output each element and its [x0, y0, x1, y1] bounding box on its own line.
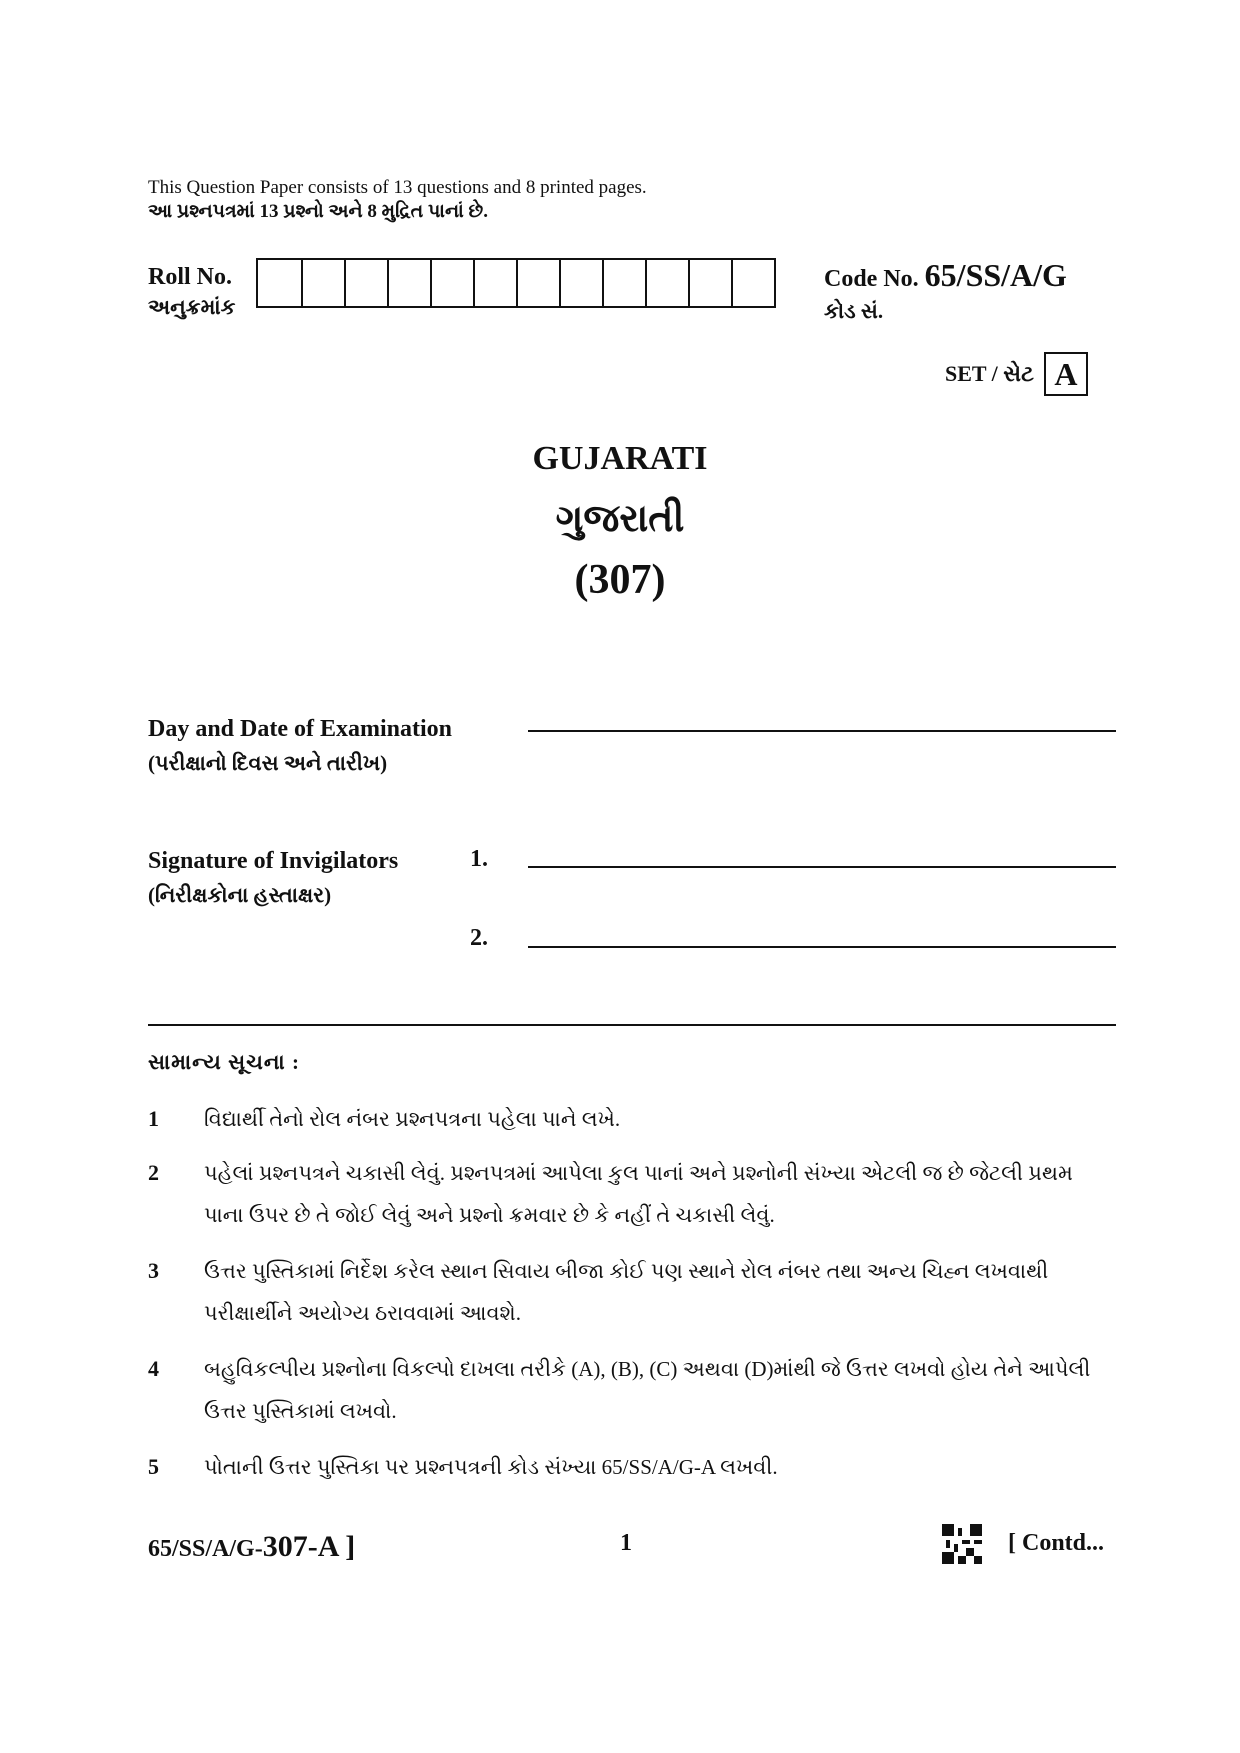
instruction-number: 2 — [148, 1160, 159, 1185]
roll-label-gu: અનુક્રમાંક — [148, 295, 236, 319]
instruction-text: ઉત્તર પુસ્તિકામાં નિર્દેશ કરેલ સ્થાન સિવાય બીજા કોઈ પણ સ્થાને રોલ નંબર તથા અન્ય ચિહ્ન લખવાથી પરીક્ષાર્થીને અયોગ્ય ઠરાવવામાં આવશે. — [204, 1259, 1049, 1325]
exam-date-label-gu: (પરીક્ષાનો દિવસ અને તારીખ) — [148, 751, 388, 775]
instruction-item — [148, 1152, 1116, 1236]
footer-code — [148, 1530, 355, 1564]
code-number — [824, 258, 1067, 326]
signature-number-1: 1. — [470, 846, 488, 872]
subject-code: (307) — [574, 557, 666, 603]
instruction-item — [148, 1446, 1116, 1488]
roll-label-en: Roll No. — [148, 264, 232, 290]
paper-info — [148, 176, 647, 224]
instruction-item — [148, 1250, 1116, 1334]
signature-number-2: 2. — [470, 925, 488, 951]
subject-title-en: GUJARATI — [532, 440, 708, 477]
instructions-heading: સામાન્ય સૂચના : — [148, 1050, 300, 1074]
paper-info-gujarati: આ પ્રશ્નપત્રમાં 13 પ્રશ્નો અને 8 મુદ્રિત પાનાં છે. — [148, 201, 488, 222]
exam-date-label-en: Day and Date of Examination — [148, 716, 453, 742]
roll-number-box[interactable] — [559, 260, 602, 306]
instruction-number: 1 — [148, 1106, 159, 1131]
instruction-number: 5 — [148, 1454, 159, 1479]
code-label: Code No. — [824, 266, 919, 292]
instruction-text: પહેલાં પ્રશ્નપત્રને ચકાસી લેવું. પ્રશ્નપત્રમાં આપેલા કુલ પાનાં અને પ્રશ્નોની સંખ્યા એટલી જ છે જેટલી પ્રથમ પાના ઉપર છે તે જોઈ લેવું અને પ્રશ્નો ક્રમવાર છે કે નહીં તે ચકાસી લેવું. — [204, 1161, 1073, 1227]
paper-info-english: This Question Paper consists of 13 questions and 8 printed pages. — [148, 177, 647, 198]
signature-line-2[interactable] — [528, 946, 1116, 948]
roll-number-box[interactable] — [731, 260, 774, 306]
instruction-text: બહુવિકલ્પીય પ્રશ્નોના વિકલ્પો દાખલા તરીકે (A), (B), (C) અથવા (D)માંથી જે ઉત્તર લખવો હોય તેને આપેલી ઉત્તર પુસ્તિકામાં લખવો. — [204, 1357, 1091, 1423]
instruction-item — [148, 1098, 1116, 1140]
roll-number-box[interactable] — [473, 260, 516, 306]
roll-number-label — [148, 262, 235, 322]
exam-date-label — [148, 712, 452, 780]
set-indicator — [945, 352, 1088, 396]
instruction-number: 4 — [148, 1356, 159, 1381]
signature-line-1[interactable] — [528, 866, 1116, 868]
code-value: 65/SS/A/G — [924, 257, 1067, 293]
roll-number-box[interactable] — [344, 260, 387, 306]
section-divider — [148, 1024, 1116, 1026]
footer-code-prefix: 65/SS/A/G- — [148, 1536, 263, 1562]
instruction-number: 3 — [148, 1258, 159, 1283]
qr-code-icon — [942, 1524, 982, 1564]
instruction-text: વિદ્યાર્થી તેનો રોલ નંબર પ્રશ્નપત્રના પહેલા પાને લખે. — [204, 1107, 621, 1131]
subject-title-gu: ગુજરાતી — [555, 498, 685, 540]
roll-number-box[interactable] — [602, 260, 645, 306]
roll-number-box[interactable] — [430, 260, 473, 306]
roll-number-box[interactable] — [688, 260, 731, 306]
roll-number-box[interactable] — [258, 260, 301, 306]
roll-number-box[interactable] — [387, 260, 430, 306]
page-number: 1 — [620, 1530, 632, 1556]
roll-number-box[interactable] — [301, 260, 344, 306]
instruction-item — [148, 1348, 1116, 1432]
roll-number-box[interactable] — [516, 260, 559, 306]
instruction-text: પોતાની ઉત્તર પુસ્તિકા પર પ્રશ્નપત્રની કોડ સંખ્યા 65/SS/A/G-A લખવી. — [204, 1455, 778, 1479]
exam-date-line[interactable] — [528, 730, 1116, 732]
footer-code-suffix: 307-A ] — [262, 1530, 356, 1563]
invigilator-signature-label — [148, 844, 398, 912]
set-label: SET / સેટ — [945, 361, 1034, 386]
set-value: A — [1044, 352, 1088, 396]
roll-number-box[interactable] — [645, 260, 688, 306]
code-label-gu: કોડ સં. — [824, 299, 884, 323]
continued-label: [ Contd... — [1008, 1530, 1105, 1556]
invigilator-label-gu: (નિરીક્ષકોના હસ્તાક્ષર) — [148, 883, 332, 907]
roll-number-boxes[interactable] — [256, 258, 776, 308]
invigilator-label-en: Signature of Invigilators — [148, 848, 399, 874]
